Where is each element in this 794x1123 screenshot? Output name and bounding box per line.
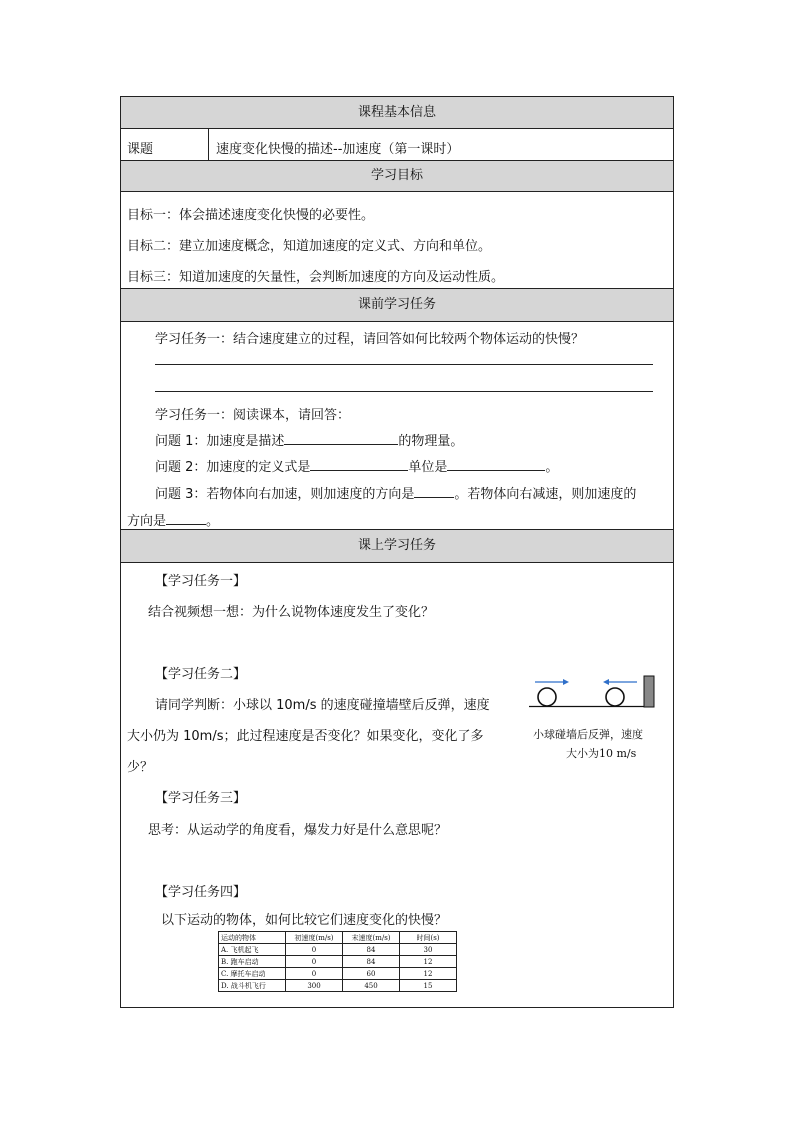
right-arrow-icon <box>563 679 569 685</box>
course-sheet <box>120 96 674 1008</box>
question-1 <box>155 430 463 449</box>
table-cell: A. 飞机起飞 <box>219 944 286 956</box>
question-3 <box>155 483 636 502</box>
question-3-middle: 。若物体向右减速，则加速度的 <box>454 487 637 502</box>
table-header-row <box>219 932 457 944</box>
section-header-pre-tasks <box>121 289 673 322</box>
answer-blank[interactable] <box>447 459 545 471</box>
question-1-prefix: 问题 1：加速度是描述 <box>155 434 285 449</box>
section-title: 课程基本信息 <box>357 105 436 120</box>
class-task-1-text: 结合视频想一想：为什么说物体速度发生了变化？ <box>148 605 435 620</box>
table-header-cell: 初速度(m/s) <box>286 932 343 944</box>
topic-value: 速度变化快慢的描述--加速度（第一课时） <box>216 142 460 157</box>
table-cell: 12 <box>400 968 457 980</box>
section-header-basic-info <box>121 97 673 129</box>
goal-1: 目标一：体会描述速度变化快慢的必要性。 <box>127 208 375 223</box>
section-title: 学习目标 <box>370 168 423 183</box>
table-cell: 450 <box>343 980 400 992</box>
figure-caption-1: 小球碰墙后反弹，速度 <box>533 728 643 741</box>
table-row <box>219 968 457 980</box>
table-row <box>219 944 457 956</box>
question-2-suffix: 。 <box>545 460 559 475</box>
question-3-continued <box>127 510 219 529</box>
table-cell: 30 <box>400 944 457 956</box>
figure-caption-2: 大小为10 m/s <box>566 747 637 760</box>
class-task-2-title: 【学习任务二】 <box>155 667 247 682</box>
question-1-suffix: 的物理量。 <box>398 434 464 449</box>
section-title: 课前学习任务 <box>357 297 436 312</box>
table-cell: 0 <box>286 944 343 956</box>
topic-divider <box>208 129 209 161</box>
question-3-prefix: 问题 3：若物体向右加速，则加速度的方向是 <box>155 487 415 502</box>
goal-3: 目标三：知道加速度的矢量性，会判断加速度的方向及运动性质。 <box>127 270 505 285</box>
wall-icon <box>644 676 654 707</box>
table-cell: 0 <box>286 968 343 980</box>
question-2-unit-label: 单位是 <box>408 460 448 475</box>
table-cell: B. 跑车启动 <box>219 956 286 968</box>
class-task-3-text: 思考：从运动学的角度看，爆发力好是什么意思呢？ <box>148 823 448 838</box>
class-task-2-line-2: 大小仍为 10m/s；此过程速度是否变化？如果变化，变化了多 <box>127 729 484 744</box>
question-3-suffix: 。 <box>206 514 220 529</box>
section-header-class-tasks <box>121 530 673 563</box>
class-task-2-line-3: 少？ <box>127 760 154 775</box>
table-cell: 0 <box>286 956 343 968</box>
question-3-prefix2: 方向是 <box>127 514 167 529</box>
topic-label: 课题 <box>127 142 154 157</box>
ball-icon <box>538 688 556 706</box>
table-cell: 60 <box>343 968 400 980</box>
class-task-4-title: 【学习任务四】 <box>155 885 247 900</box>
left-arrow-icon <box>603 679 609 685</box>
table-cell: 12 <box>400 956 457 968</box>
class-task-1-title: 【学习任务一】 <box>155 574 247 589</box>
pre-task-1: 学习任务一：结合速度建立的过程，请回答如何比较两个物体运动的快慢？ <box>155 332 585 347</box>
table-header-cell: 末速度(m/s) <box>343 932 400 944</box>
question-2 <box>155 456 558 475</box>
answer-line[interactable] <box>155 391 653 392</box>
table-cell: 300 <box>286 980 343 992</box>
table-cell: 84 <box>343 944 400 956</box>
table-header-cell: 时间(s) <box>400 932 457 944</box>
answer-blank[interactable] <box>310 459 408 471</box>
table-cell: C. 摩托车启动 <box>219 968 286 980</box>
section-title: 课上学习任务 <box>357 538 436 553</box>
goal-2: 目标二：建立加速度概念，知道加速度的定义式、方向和单位。 <box>127 239 492 254</box>
comparison-table <box>218 931 457 992</box>
answer-line[interactable] <box>155 364 653 365</box>
table-row <box>219 980 457 992</box>
pre-task-2: 学习任务一：阅读课本，请回答： <box>155 408 351 423</box>
answer-blank[interactable] <box>166 513 206 525</box>
ball-icon <box>606 688 624 706</box>
table-cell: D. 战斗机飞行 <box>219 980 286 992</box>
table-header-cell: 运动的物体 <box>219 932 286 944</box>
question-2-prefix: 问题 2：加速度的定义式是 <box>155 460 311 475</box>
section-header-goals <box>121 161 673 192</box>
class-task-3-title: 【学习任务三】 <box>155 791 247 806</box>
class-task-4-text: 以下运动的物体，如何比较它们速度变化的快慢？ <box>161 913 448 928</box>
class-task-2-line-1: 请同学判断：小球以 10m/s 的速度碰撞墙壁后反弹，速度 <box>155 698 490 713</box>
ball-wall-figure <box>525 671 659 711</box>
table-cell: 84 <box>343 956 400 968</box>
table-row <box>219 956 457 968</box>
answer-blank[interactable] <box>284 433 398 445</box>
answer-blank[interactable] <box>414 486 454 498</box>
table-cell: 15 <box>400 980 457 992</box>
